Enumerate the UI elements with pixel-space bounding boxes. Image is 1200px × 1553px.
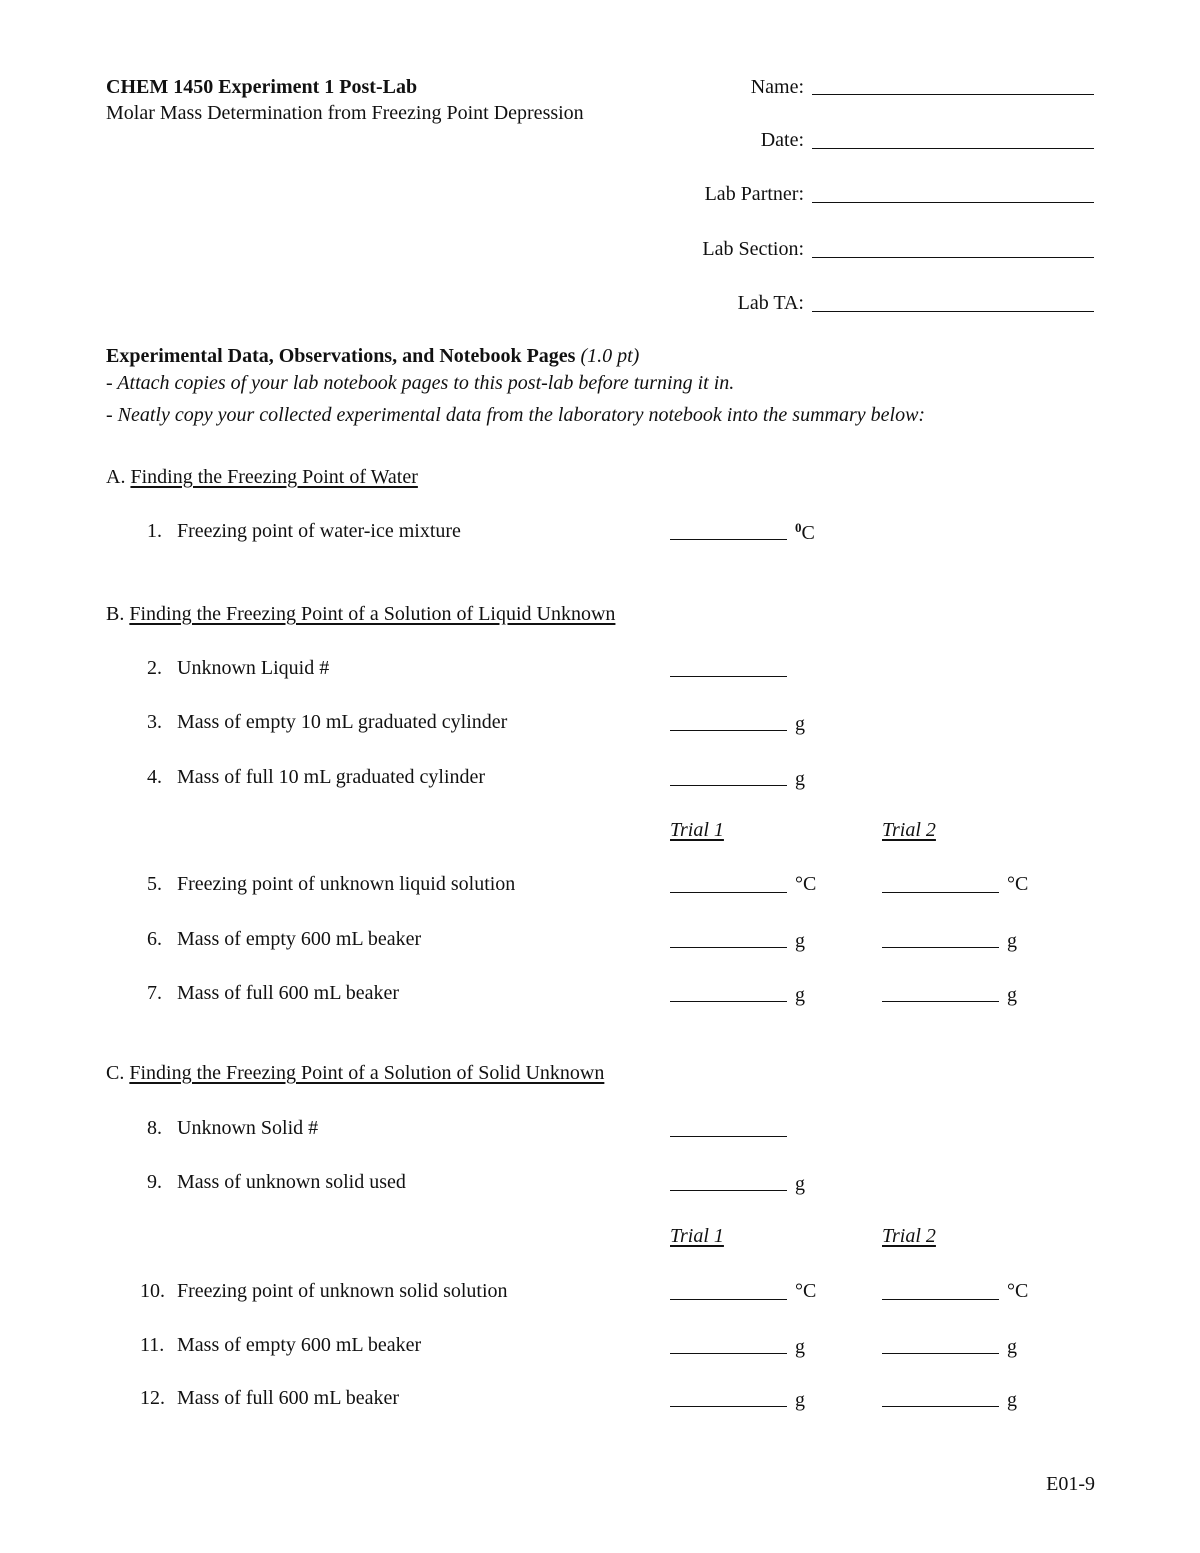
item-number: 6. bbox=[147, 928, 162, 950]
lab-section-label: Lab Section: bbox=[702, 238, 804, 260]
item-number: 12. bbox=[140, 1387, 165, 1409]
date-label: Date: bbox=[760, 129, 804, 151]
liquid-freezing-point-trial-1-field[interactable] bbox=[670, 892, 787, 893]
lab-section-field[interactable] bbox=[812, 257, 1094, 258]
item-number: 4. bbox=[147, 766, 162, 788]
trial-1-header: Trial 1 bbox=[670, 819, 724, 841]
item-label: Mass of full 10 mL graduated cylinder bbox=[177, 766, 486, 788]
solid-mass-field[interactable] bbox=[670, 1190, 787, 1191]
lab-partner-label: Lab Partner: bbox=[704, 183, 804, 205]
unit-label: g bbox=[795, 984, 805, 1006]
unit-label: g bbox=[795, 1389, 805, 1411]
solid-empty-beaker-trial-1-field[interactable] bbox=[670, 1353, 787, 1354]
unit-label: g bbox=[1007, 1336, 1017, 1358]
unit-label: g bbox=[1007, 1389, 1017, 1411]
unit-label: °C bbox=[1007, 1280, 1029, 1302]
trial-2-header: Trial 2 bbox=[882, 1225, 936, 1247]
document-subtitle: Molar Mass Determination from Freezing Point Depression bbox=[106, 102, 584, 124]
item-label: Mass of unknown solid used bbox=[177, 1171, 406, 1193]
unit-label: °C bbox=[1007, 873, 1029, 895]
unit-label: g bbox=[795, 1336, 805, 1358]
unit-label: g bbox=[1007, 930, 1017, 952]
water-freezing-point-field[interactable] bbox=[670, 539, 787, 540]
liquid-empty-beaker-trial-2-field[interactable] bbox=[882, 947, 999, 948]
section-a-title: Finding the Freezing Point of Water bbox=[130, 466, 418, 488]
unit-label: g bbox=[795, 930, 805, 952]
item-number: 7. bbox=[147, 982, 162, 1004]
page-code: E01-9 bbox=[1046, 1473, 1095, 1495]
item-label: Freezing point of unknown liquid solution bbox=[177, 873, 516, 895]
item-number: 5. bbox=[147, 873, 162, 895]
item-label: Unknown Liquid # bbox=[177, 657, 330, 679]
unit-label: g bbox=[795, 768, 805, 790]
item-label: Unknown Solid # bbox=[177, 1117, 319, 1139]
item-label: Mass of empty 600 mL beaker bbox=[177, 1334, 422, 1356]
liquid-freezing-point-trial-2-field[interactable] bbox=[882, 892, 999, 893]
section-c-letter: C. bbox=[106, 1062, 125, 1084]
liquid-full-beaker-trial-2-field[interactable] bbox=[882, 1001, 999, 1002]
section-c-title: Finding the Freezing Point of a Solution of Solid Unknown bbox=[129, 1062, 605, 1084]
trial-2-header: Trial 2 bbox=[882, 819, 936, 841]
solid-freezing-point-trial-2-field[interactable] bbox=[882, 1299, 999, 1300]
empty-cylinder-mass-field[interactable] bbox=[670, 730, 787, 731]
section-c-heading bbox=[106, 1063, 604, 1083]
item-number: 11. bbox=[140, 1334, 165, 1356]
item-label: Mass of empty 10 mL graduated cylinder bbox=[177, 711, 508, 733]
item-label: Freezing point of unknown solid solution bbox=[177, 1280, 508, 1302]
unknown-liquid-number-field[interactable] bbox=[670, 676, 787, 677]
item-number: 8. bbox=[147, 1117, 162, 1139]
unit-label: g bbox=[1007, 984, 1017, 1006]
item-label: Mass of full 600 mL beaker bbox=[177, 1387, 399, 1409]
section-a-letter: A. bbox=[106, 466, 126, 488]
item-number: 2. bbox=[147, 657, 162, 679]
item-number: 10. bbox=[140, 1280, 165, 1302]
solid-full-beaker-trial-1-field[interactable] bbox=[670, 1406, 787, 1407]
lab-ta-field[interactable] bbox=[812, 311, 1094, 312]
section-b-title: Finding the Freezing Point of a Solution of Liquid Unknown bbox=[129, 603, 616, 625]
lab-ta-label: Lab TA: bbox=[737, 292, 804, 314]
liquid-empty-beaker-trial-1-field[interactable] bbox=[670, 947, 787, 948]
unit-label: g bbox=[795, 1173, 805, 1195]
solid-freezing-point-trial-1-field[interactable] bbox=[670, 1299, 787, 1300]
section-b-letter: B. bbox=[106, 603, 125, 625]
item-label: Freezing point of water-ice mixture bbox=[177, 520, 461, 542]
section-a-heading bbox=[106, 467, 418, 487]
item-number: 3. bbox=[147, 711, 162, 733]
item-label: Mass of empty 600 mL beaker bbox=[177, 928, 422, 950]
full-cylinder-mass-field[interactable] bbox=[670, 785, 787, 786]
lab-partner-field[interactable] bbox=[812, 202, 1094, 203]
unit-label: $^0$C bbox=[795, 520, 815, 544]
unit-label: °C bbox=[795, 873, 817, 895]
data-section-title: Experimental Data, Observations, and Notebook Pages bbox=[106, 345, 576, 367]
trial-1-header: Trial 1 bbox=[670, 1225, 724, 1247]
name-field[interactable] bbox=[812, 94, 1094, 95]
item-number: 9. bbox=[147, 1171, 162, 1193]
unit-label: °C bbox=[795, 1280, 817, 1302]
data-section-heading bbox=[106, 346, 639, 366]
data-section-points: (1.0 pt) bbox=[580, 345, 640, 367]
solid-empty-beaker-trial-2-field[interactable] bbox=[882, 1353, 999, 1354]
liquid-full-beaker-trial-1-field[interactable] bbox=[670, 1001, 787, 1002]
instruction-copy: - Neatly copy your collected experimental data from the laboratory notebook into the summary below: bbox=[106, 404, 926, 426]
section-b-heading bbox=[106, 604, 615, 624]
item-number: 1. bbox=[147, 520, 162, 542]
name-label: Name: bbox=[750, 76, 804, 98]
date-field[interactable] bbox=[812, 148, 1094, 149]
unknown-solid-number-field[interactable] bbox=[670, 1136, 787, 1137]
item-label: Mass of full 600 mL beaker bbox=[177, 982, 399, 1004]
instruction-attach: - Attach copies of your lab notebook pages to this post-lab before turning it in. bbox=[106, 372, 735, 394]
unit-label: g bbox=[795, 713, 805, 735]
solid-full-beaker-trial-2-field[interactable] bbox=[882, 1406, 999, 1407]
document-title: CHEM 1450 Experiment 1 Post-Lab bbox=[106, 76, 418, 98]
